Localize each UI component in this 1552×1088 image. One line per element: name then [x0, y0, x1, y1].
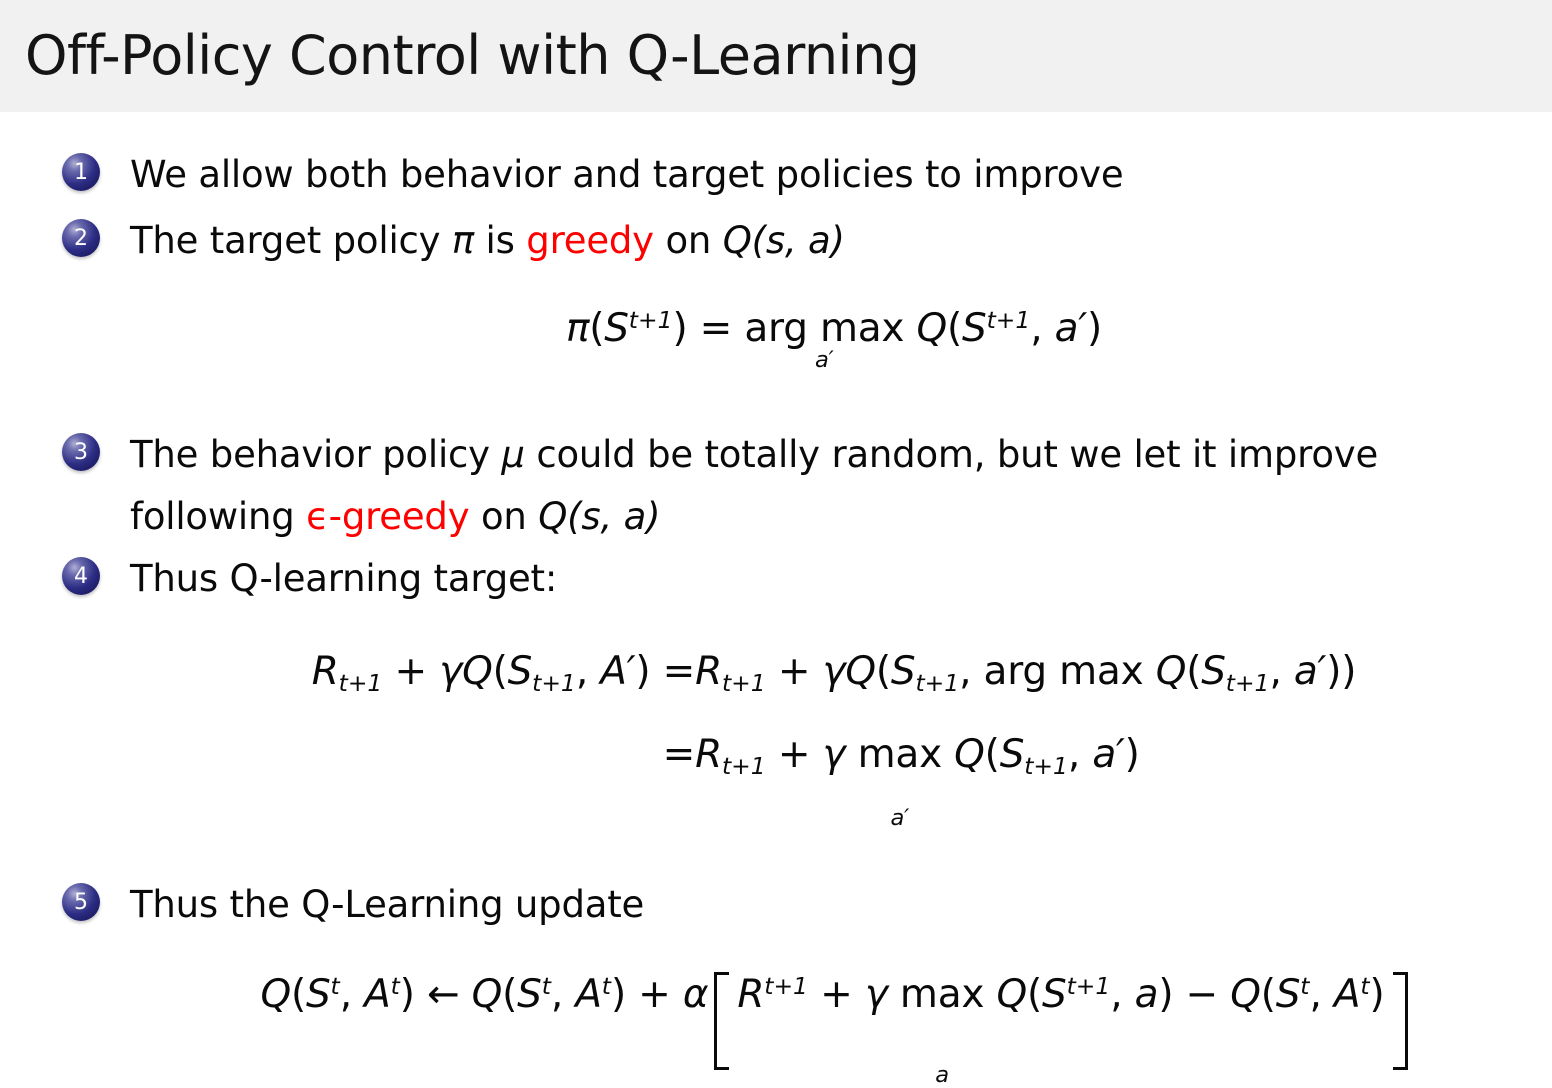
bullet-number-badge: 1 [62, 153, 100, 191]
bullet-number-badge: 3 [62, 433, 100, 471]
bullet-number-badge: 4 [62, 557, 100, 595]
bullet-text: The target policy π is greedy on Q(s, a) [130, 219, 845, 262]
slide-title: Off-Policy Control with Q-Learning [25, 24, 920, 87]
formula-q-learning-target [58, 638, 1552, 831]
bullet-item-4 [62, 554, 1530, 610]
bullet-number-badge: 5 [62, 883, 100, 921]
slide-title-bar [0, 0, 1552, 112]
bullet-number-badge: 2 [62, 219, 100, 257]
bullet-text: The behavior policy μ could be totally random, but we let it improve following ϵ-greedy on Q(s, a) [130, 433, 1390, 538]
equation-rhs-line2: =Rt+1 + γ max a′ Q(St+1, a′) [662, 732, 1140, 831]
bullet-item-1 [62, 150, 1530, 206]
formula-q-learning-update: Q ( S t , A t ) ← Q ( S t , A t ) + α R t+1 + γ max a Q ( S t+1 , a ) − Q ( S t , A t ) [58, 972, 1552, 1070]
bullet-text: Thus Q-learning target: [130, 557, 558, 600]
formula-greedy-policy: π ( S t+1 ) = arg max a′ Q ( S t+1 , a′ ) [565, 306, 1103, 374]
bullet-text: Thus the Q-Learning update [130, 883, 645, 926]
bullet-item-5 [62, 880, 1530, 936]
bullet-item-2 [62, 216, 1530, 272]
bullet-item-3 [62, 430, 1530, 548]
equation-lhs-empty [312, 721, 663, 800]
bullet-text: We allow both behavior and target policies to improve [130, 153, 1124, 196]
equation-lhs: Rt+1 + γQ(St+1, A′) [311, 649, 663, 698]
equation-rhs-line1: =Rt+1 + γQ(St+1, arg max Q(St+1, a′)) [662, 649, 1357, 698]
